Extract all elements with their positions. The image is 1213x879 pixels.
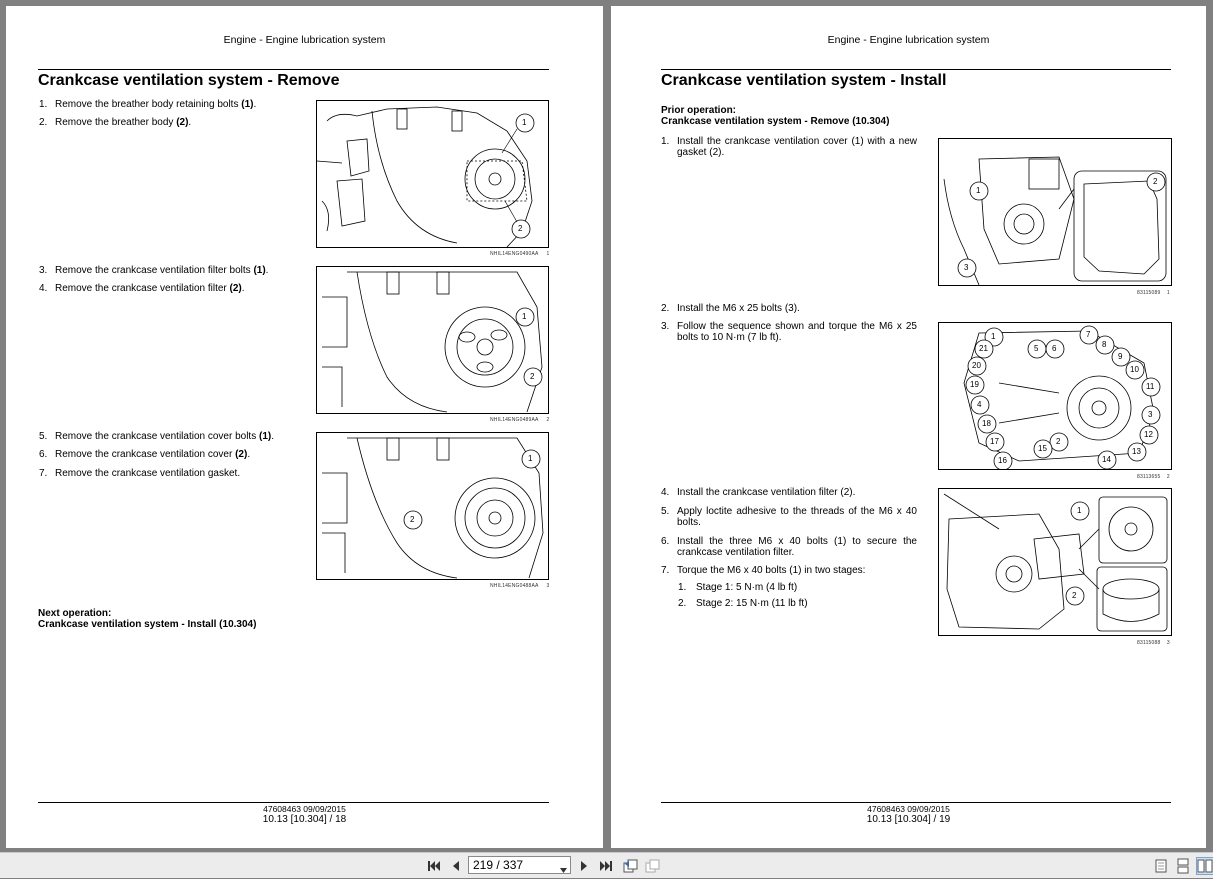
- next-operation-label: Next operation:: [38, 608, 112, 619]
- chevron-down-icon[interactable]: [560, 862, 567, 876]
- footer-doc-id: 47608463 09/09/2015: [867, 804, 950, 814]
- step-text-end: .: [247, 449, 251, 460]
- figure-ventilation-cover-gasket: [938, 138, 1172, 286]
- callout-label: 1: [522, 118, 527, 127]
- sequence-label-20: 20: [972, 361, 981, 370]
- callout-label: 1: [1077, 506, 1082, 515]
- sequence-label-15: 15: [1038, 444, 1047, 453]
- figure-ventilation-filter: [316, 266, 549, 414]
- figure-code: NHIL14ENG0490AA: [490, 251, 539, 257]
- figure-index: 3: [1166, 640, 1170, 646]
- step-text: Apply loctite adhesive to the threads of the M6 x 40: [677, 506, 917, 517]
- sequence-label-12: 12: [1144, 430, 1153, 439]
- step-number: 7.: [39, 468, 48, 479]
- sequence-label-19: 19: [970, 380, 979, 389]
- sequence-label-7: 7: [1086, 330, 1091, 339]
- step-number: 3.: [661, 321, 670, 332]
- sequence-label-21: 21: [979, 344, 988, 353]
- first-page-icon[interactable]: [426, 858, 442, 874]
- figure-caption: [1137, 474, 1170, 480]
- step-text: Install the three M6 x 40 bolts (1) to secure the: [677, 536, 917, 547]
- step-number: 5.: [661, 506, 670, 517]
- figure-caption: [490, 583, 550, 589]
- figure-illustration: [317, 101, 548, 247]
- sequence-label-10: 10: [1130, 365, 1139, 374]
- step-text-end: .: [241, 283, 245, 294]
- last-page-icon[interactable]: [598, 858, 614, 874]
- figure-bolt-sequence: [938, 322, 1172, 470]
- callout-ref: (1): [253, 265, 266, 276]
- single-page-view-icon[interactable]: [1153, 858, 1169, 874]
- step-text: Install the M6 x 25 bolts (3).: [677, 303, 800, 314]
- callout-ref: (2): [229, 283, 242, 294]
- figure-code: NHIL14ENG0488AA: [490, 583, 539, 589]
- step-text: Remove the breather body retaining bolts: [55, 99, 242, 110]
- sequence-label-1: 1: [991, 332, 996, 341]
- next-page-icon[interactable]: [576, 858, 592, 874]
- step-number: 4.: [661, 487, 670, 498]
- go-back-icon[interactable]: [622, 858, 638, 874]
- footer-rule: [661, 802, 1171, 803]
- callout-label: 1: [976, 186, 981, 195]
- page-navigation-toolbar: [0, 852, 1213, 878]
- go-forward-icon[interactable]: [644, 858, 660, 874]
- step-text: Remove the breather body: [55, 117, 177, 128]
- page-header: Engine - Engine lubrication system: [223, 34, 386, 46]
- sequence-label-4: 4: [977, 400, 982, 409]
- step-number: 3.: [39, 265, 48, 276]
- next-operation: [38, 608, 256, 630]
- step-number: 2.: [39, 117, 48, 128]
- step-number: 4.: [39, 283, 48, 294]
- continuous-view-icon[interactable]: [1175, 858, 1191, 874]
- header-rule: [661, 69, 1171, 70]
- step-text: Torque the M6 x 40 bolts (1) in two stages:: [677, 565, 866, 576]
- prev-page-icon[interactable]: [448, 858, 464, 874]
- figure-caption: [1137, 640, 1170, 646]
- pdf-page-right: [611, 6, 1206, 848]
- page-number-value: 219 / 337: [473, 858, 524, 872]
- footer-page-number: 10.13 [10.304] / 18: [262, 814, 347, 825]
- footer-page-number: 10.13 [10.304] / 19: [866, 814, 951, 825]
- sequence-label-2: 2: [1056, 437, 1061, 446]
- step-text-end: .: [188, 117, 192, 128]
- sequence-label-8: 8: [1102, 340, 1107, 349]
- callout-ref: (2): [176, 117, 189, 128]
- step-text: Remove the crankcase ventilation cover bolts: [55, 431, 259, 442]
- step-text: Remove the crankcase ventilation gasket.: [55, 468, 241, 479]
- prior-operation: [661, 105, 889, 127]
- step-text: Remove the crankcase ventilation cover: [55, 449, 236, 460]
- figure-illustration: [317, 433, 548, 579]
- figure-index: 2: [546, 417, 550, 423]
- step-text: Remove the crankcase ventilation filter bolts: [55, 265, 254, 276]
- step-text-end: .: [271, 431, 275, 442]
- figure-breather-body: [316, 100, 549, 248]
- next-operation-link[interactable]: Crankcase ventilation system - Install (10.304): [38, 619, 257, 630]
- prior-operation-link[interactable]: Crankcase ventilation system - Remove (10.304): [661, 116, 890, 127]
- step-text: Install the crankcase ventilation cover (1) with a new: [677, 136, 917, 147]
- callout-label: 2: [1153, 177, 1158, 186]
- two-page-view-icon[interactable]: [1196, 857, 1213, 875]
- page-number-field[interactable]: [468, 856, 571, 874]
- figure-code: 83113655: [1137, 474, 1161, 480]
- sequence-label-6: 6: [1052, 344, 1057, 353]
- callout-label: 1: [528, 454, 533, 463]
- figure-index: 3: [546, 583, 550, 589]
- figure-ventilation-cover: [316, 432, 549, 580]
- sequence-label-17: 17: [990, 437, 999, 446]
- step-text: Stage 1: 5 N·m (4 lb ft): [696, 582, 798, 593]
- step-number: 1.: [39, 99, 48, 110]
- figure-index: 2: [1166, 474, 1170, 480]
- callout-ref: (1): [259, 431, 272, 442]
- step-text-end: .: [265, 265, 269, 276]
- pdf-page-left: [6, 6, 603, 848]
- figure-index: 1: [1166, 290, 1170, 296]
- step-text: Follow the sequence shown and torque the M6 x 25: [677, 321, 917, 332]
- figure-caption: [1137, 290, 1170, 296]
- step-number: 2.: [661, 303, 670, 314]
- page-header: Engine - Engine lubrication system: [827, 34, 990, 46]
- section-title: Crankcase ventilation system - Remove: [38, 72, 340, 89]
- figure-code: NHIL14ENG0489AA: [490, 417, 539, 423]
- figure-illustration: [317, 267, 548, 413]
- sequence-label-18: 18: [982, 419, 991, 428]
- prior-operation-label: Prior operation:: [661, 105, 737, 116]
- figure-filter-install: [938, 488, 1172, 636]
- footer-doc-id: 47608463 09/09/2015: [263, 804, 346, 814]
- step-text: bolts to 10 N·m (7 lb ft).: [677, 332, 782, 343]
- header-rule: [38, 69, 549, 70]
- figure-code: 83115088: [1137, 640, 1161, 646]
- step-text-end: .: [253, 99, 257, 110]
- figure-code: 83115089: [1137, 290, 1161, 296]
- step-text: gasket (2).: [677, 147, 725, 158]
- callout-ref: (1): [241, 99, 254, 110]
- figure-illustration: [939, 139, 1171, 285]
- step-text: Remove the crankcase ventilation filter: [55, 283, 230, 294]
- callout-ref: (2): [235, 449, 248, 460]
- callout-label: 3: [964, 263, 969, 272]
- step-number: 1.: [678, 582, 687, 593]
- step-number: 1.: [661, 136, 670, 147]
- figure-caption: [490, 251, 550, 257]
- sequence-label-16: 16: [998, 456, 1007, 465]
- step-text: Stage 2: 15 N·m (11 lb ft): [696, 598, 808, 609]
- step-text: Install the crankcase ventilation filter (2).: [677, 487, 856, 498]
- figure-caption: [490, 417, 550, 423]
- sequence-label-3: 3: [1148, 410, 1153, 419]
- figure-illustration: [939, 489, 1171, 635]
- step-number: 6.: [661, 536, 670, 547]
- step-text: bolts.: [677, 517, 701, 528]
- callout-label: 2: [410, 515, 415, 524]
- section-title: Crankcase ventilation system - Install: [661, 72, 947, 89]
- step-number: 7.: [661, 565, 670, 576]
- figure-index: 1: [546, 251, 550, 257]
- sequence-label-13: 13: [1132, 447, 1141, 456]
- sequence-label-9: 9: [1118, 352, 1123, 361]
- callout-label: 2: [530, 372, 535, 381]
- step-number: 6.: [39, 449, 48, 460]
- step-number: 2.: [678, 598, 687, 609]
- callout-label: 1: [522, 312, 527, 321]
- sequence-label-11: 11: [1146, 382, 1155, 391]
- callout-label: 2: [1072, 591, 1077, 600]
- callout-label: 2: [518, 224, 523, 233]
- footer-rule: [38, 802, 549, 803]
- sequence-label-14: 14: [1102, 455, 1111, 464]
- sequence-label-5: 5: [1034, 344, 1039, 353]
- step-text: crankcase ventilation filter.: [677, 547, 795, 558]
- step-number: 5.: [39, 431, 48, 442]
